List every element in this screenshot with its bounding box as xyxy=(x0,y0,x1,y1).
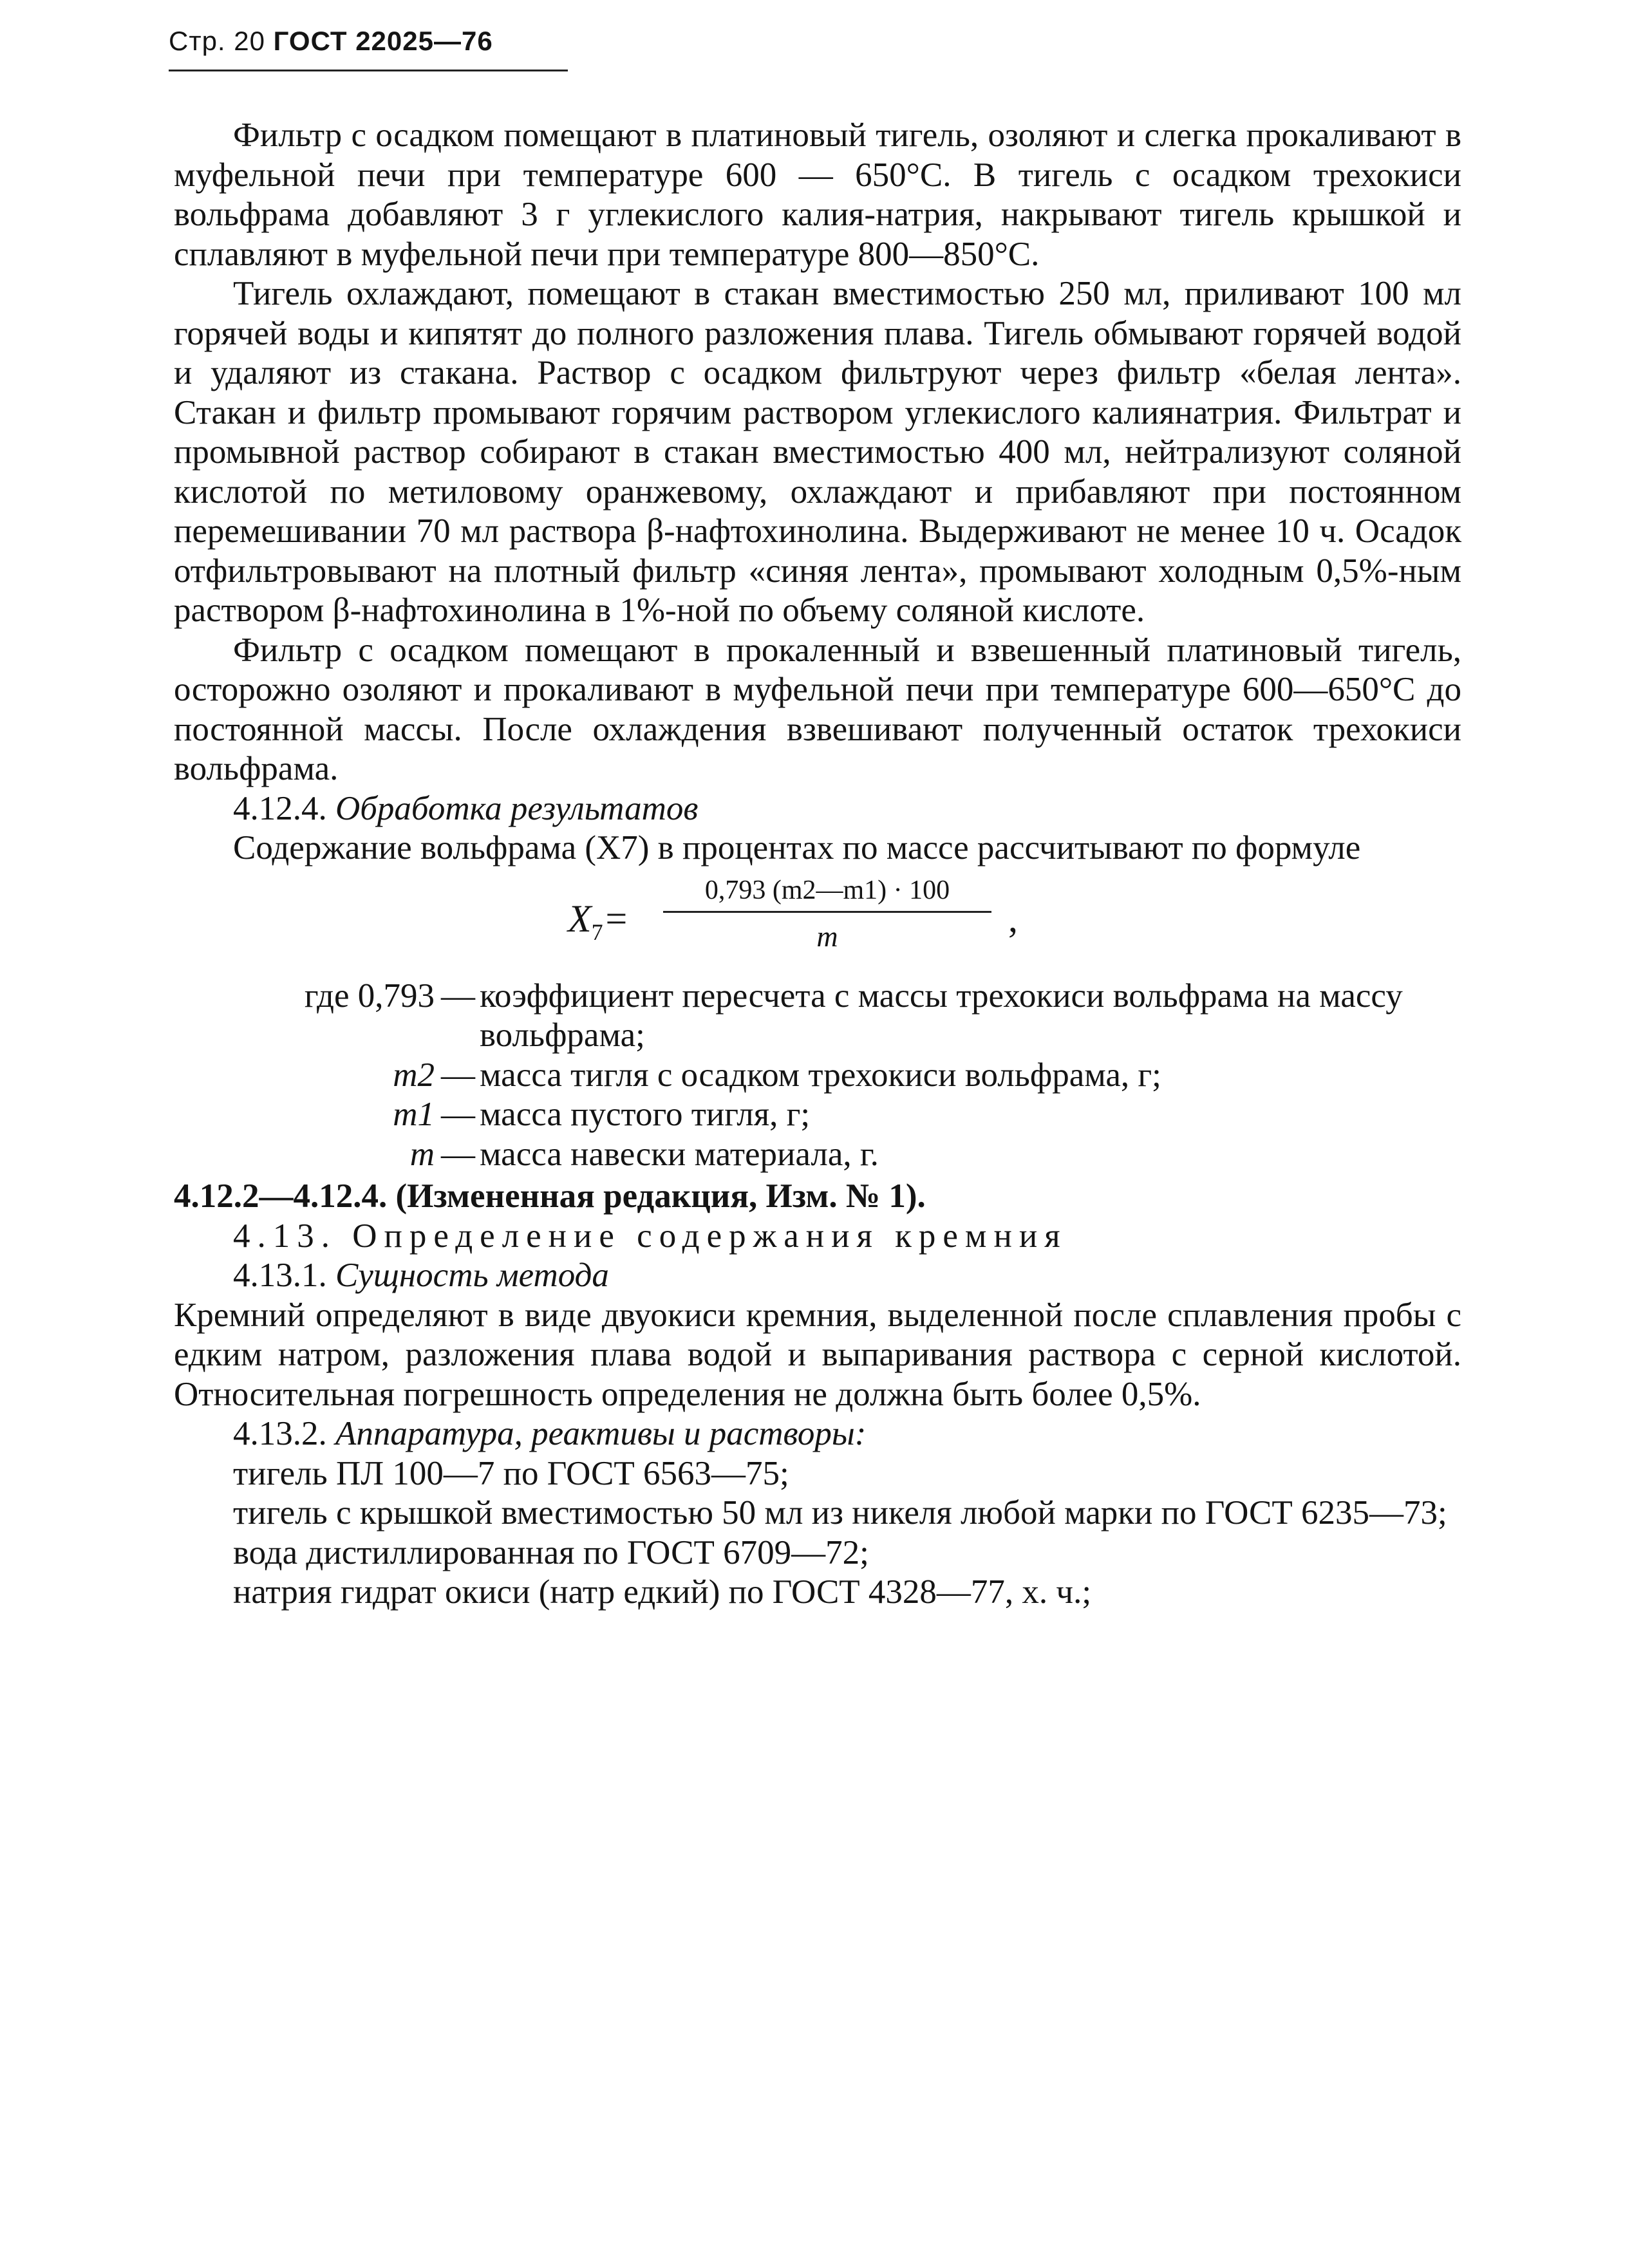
paragraph-fusion: Фильтр с осадком помещают в платиновый тигель, озоляют и слегка прокаливают в муфельной печи при температуре 600 — 650°C. В тигель с осадком трехокиси вольфрама добавляют 3 г углекислого калия-натрия, накрывают тигель крышкой и сплавляют в муфельной печи при температуре 800—850°C. xyxy=(174,117,1461,273)
formula-lhs: $X_7=$ xyxy=(568,897,630,945)
method-description: Кремний определяют в виде двуокиси кремния, выделенной после сплавления пробы с едким натром, разложения плава водой и выпаривания раствора с серной кислотой. Относительная погрешность определения не должна быть более 0,5%. xyxy=(174,1296,1461,1413)
header-rule xyxy=(169,70,568,71)
legend-term: m xyxy=(409,1135,435,1173)
legend-desc: масса навески материала, г. xyxy=(480,1135,879,1173)
formula-comma: , xyxy=(1008,897,1018,940)
paragraph-ignition: Фильтр с осадком помещают в прокаленный и взвешенный платиновый тигель, осторожно озоляют и прокаливают в муфельной печи при температуре 600—650°C до постоянной массы. После охлаждения взвешивают полученный остаток трехокиси вольфрама. xyxy=(174,631,1461,787)
formula-numerator: 0,793 (m2—m1) · 100 xyxy=(704,875,950,905)
list-item: натрия гидрат окиси (натр едкий) по ГОСТ 4328—77, х. ч.; xyxy=(233,1573,1092,1611)
standard-number: ГОСТ 22025—76 xyxy=(273,26,493,56)
legend-term: m2 xyxy=(393,1056,435,1094)
formula-legend xyxy=(174,977,1461,1175)
legend-desc: масса пустого тигля, г; xyxy=(480,1096,811,1133)
tungsten-formula xyxy=(174,874,1461,970)
section-number: 4.12.4. xyxy=(233,789,327,827)
legend-term: где 0,793 xyxy=(304,977,435,1015)
section-4-12-4-heading xyxy=(174,789,1461,829)
legend-row: m1 — масса пустого тигля, г; xyxy=(174,1095,1461,1135)
formula-denominator: m xyxy=(816,919,838,953)
fraction-bar xyxy=(663,911,991,913)
section-title: Обработка результатов xyxy=(335,789,699,827)
paragraph-filtration: Тигель охлаждают, помещают в стакан вместимостью 250 мл, приливают 100 мл горячей воды и кипятят до полного разложения плава. Тигель обмывают горячей водой и удаляют из стакана. Раствор с осадком фильтруют через фильтр «белая лента». Стакан и фильтр промывают горячим раствором углекислого калиянатрия. Фильтрат и промывной раствор собирают в стакан вместимостью 400 мл, нейтрализуют соляной кислотой по метиловому оранжевому, охлаждают и прибавляют при постоянном перемешивании 70 мл раствора β-нафтохинолина. Выдерживают не менее 10 ч. Осадок отфильтровывают на плотный фильтр «синяя лента», промывают холодным 0,5%-ным раствором β-нафтохинолина в 1%-ной по объему соляной кислоте. xyxy=(174,275,1461,629)
list-item: тигель с крышкой вместимостью 50 мл из никеля любой марки по ГОСТ 6235—73; xyxy=(233,1494,1447,1531)
legend-desc: масса тигля с осадком трехокиси вольфрама, г; xyxy=(480,1056,1161,1094)
document-body xyxy=(174,116,1461,1613)
section-4-13-1-heading: 4.13.1. Сущность метода xyxy=(233,1257,609,1294)
legend-row: где 0,793 — коэффициент пересчета с массы трехокиси вольфрама на массу вольфрама; xyxy=(174,977,1461,1056)
page-label: Стр. 20 xyxy=(169,26,265,56)
running-header xyxy=(169,26,493,57)
formula-fraction xyxy=(663,874,991,957)
list-item: тигель ПЛ 100—7 по ГОСТ 6563—75; xyxy=(233,1454,789,1492)
formula-intro: Содержание вольфрама (X7) в процентах по массе рассчитывают по формуле xyxy=(233,829,1361,866)
legend-term: m1 xyxy=(393,1096,435,1133)
legend-row: m2 — масса тигля с осадком трехокиси вольфрама, г; xyxy=(174,1056,1461,1096)
section-4-13-heading: 4.13. Определение содержания кремния xyxy=(233,1217,1067,1255)
list-item: вода дистиллированная по ГОСТ 6709—72; xyxy=(233,1533,869,1571)
legend-row: m — масса навески материала, г. xyxy=(174,1135,1461,1175)
legend-desc: коэффициент пересчета с массы трехокиси вольфрама на массу вольфрама; xyxy=(480,977,1403,1054)
edition-note: 4.12.2—4.12.4. (Измененная редакция, Изм. № 1). xyxy=(174,1177,926,1215)
section-4-13-2-heading: 4.13.2. Аппаратура, реактивы и растворы: xyxy=(233,1415,867,1452)
